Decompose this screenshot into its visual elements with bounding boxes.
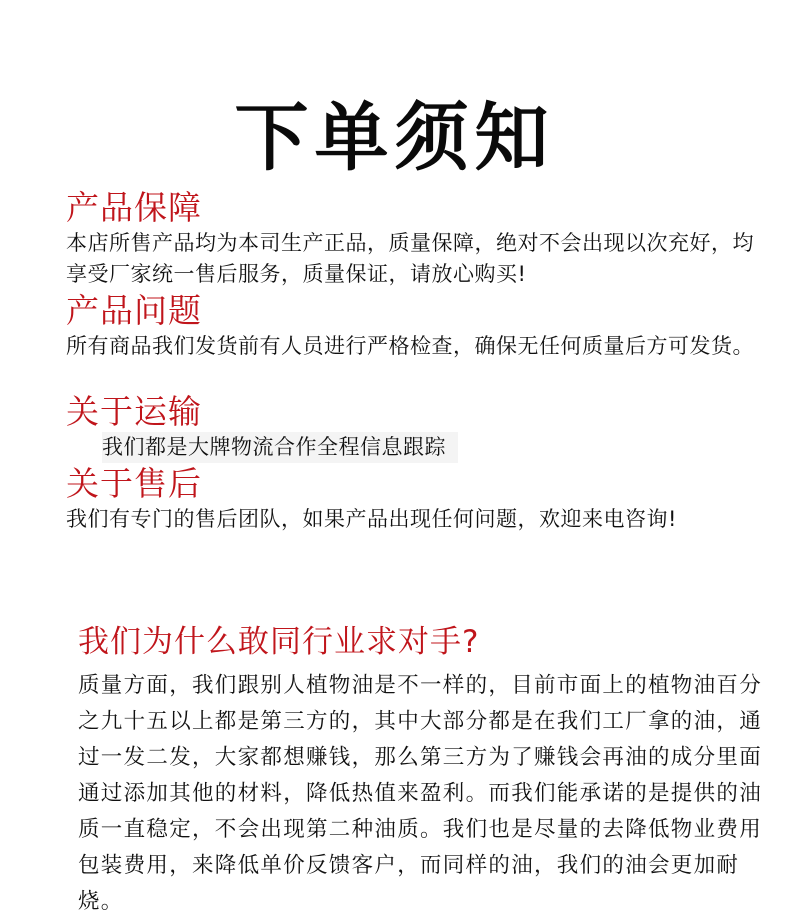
- why-heading: 我们为什么敢同行业求对手?: [78, 624, 480, 660]
- section-body: 我们都是大牌物流合作全程信息跟踪: [102, 432, 458, 463]
- section-product-guarantee: [66, 188, 766, 290]
- section-after-sales: [66, 464, 766, 535]
- page-title: 下单须知: [234, 94, 555, 181]
- section-shipping: [66, 392, 766, 463]
- section-product-issues: [66, 291, 766, 362]
- why-body: 质量方面，我们跟别人植物油是不一样的，目前市面上的植物油百分之九十五以上都是第三方的，其中大部分都是在我们工厂拿的油，通过一发二发，大家都想赚钱，那么第三方为了赚钱会再油的成分里面通过添加其他的材料，降低热值来盈利。而我们能承诺的是提供的油质一直稳定，不会出现第二种油质。我们也是尽量的去降低物业费用包装费用，来降低单价反馈客户，而同样的油，我们的油会更加耐烧。: [78, 673, 763, 914]
- section-heading: 关于运输: [66, 392, 202, 431]
- section-why-us: [78, 620, 768, 920]
- section-heading: 产品问题: [66, 291, 202, 330]
- section-body: 我们有专门的售后团队，如果产品出现任何问题，欢迎来电咨询!: [66, 507, 677, 531]
- section-heading: 产品保障: [66, 188, 202, 227]
- section-body: 所有商品我们发货前有人员进行严格检查，确保无任何质量后方可发货。: [66, 334, 754, 358]
- section-body: 本店所售产品均为本司生产正品，质量保障，绝对不会出现以次充好，均享受厂家统一售后服务，质量保证，请放心购买!: [66, 231, 754, 286]
- section-heading: 关于售后: [66, 464, 202, 503]
